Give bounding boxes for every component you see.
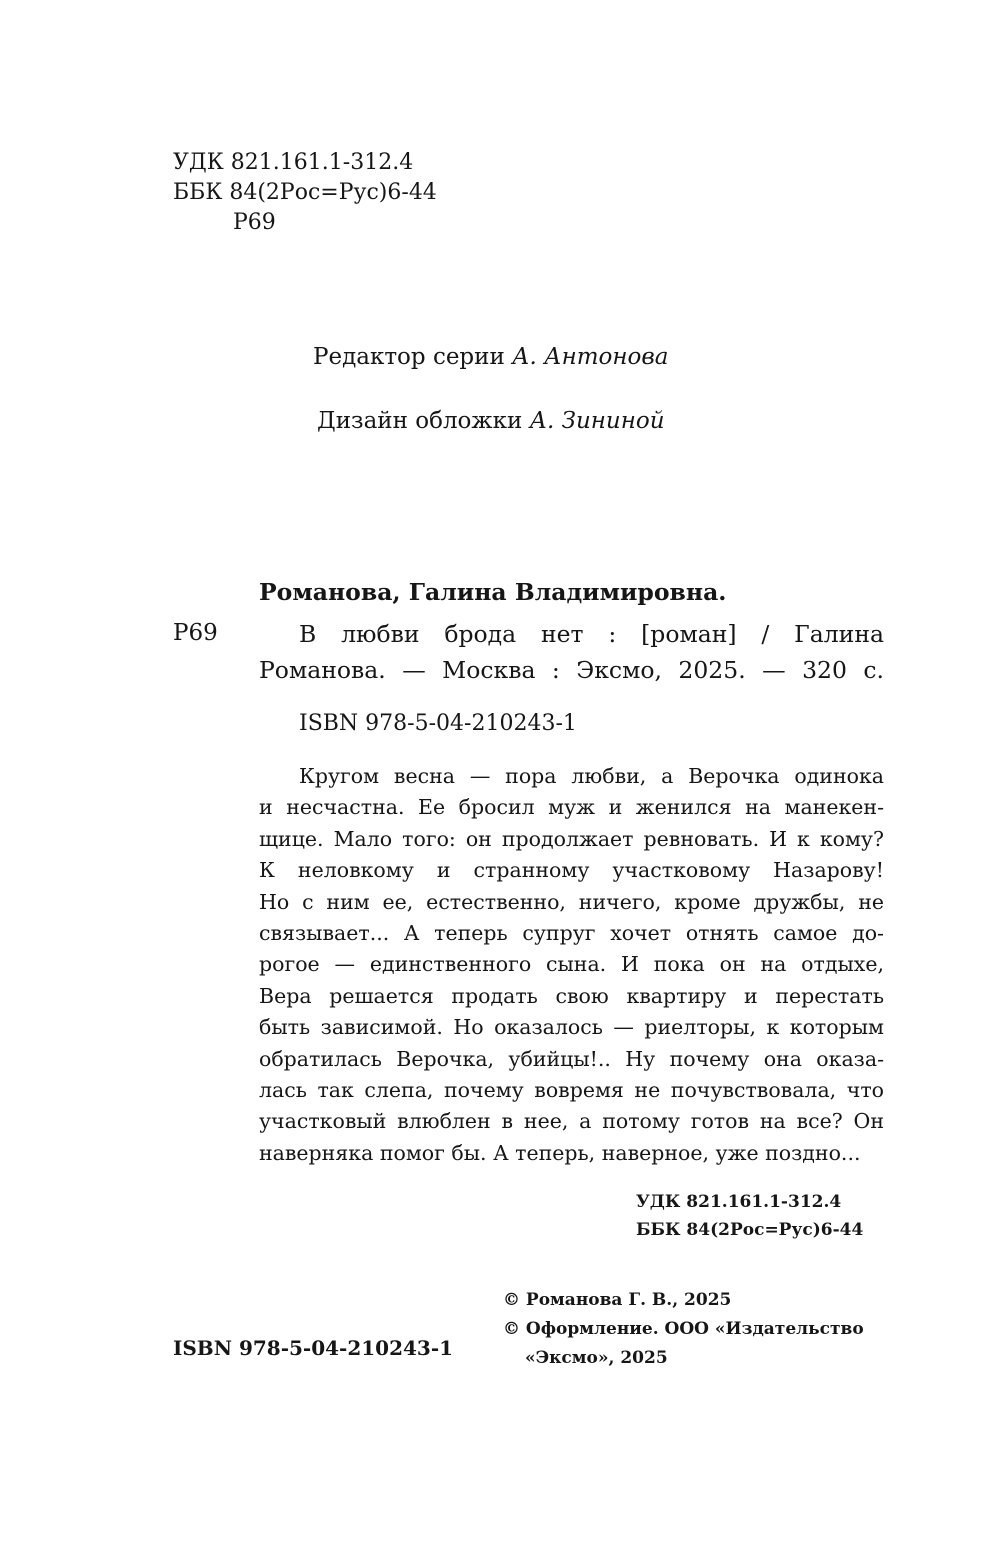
series-editor-credit [313,344,669,370]
annotation [259,761,884,1169]
isbn-bottom: ISBN 978-5-04-210243-1 [173,1336,454,1360]
annotation-line: наверняка помог бы. А теперь, наверное, уже поздно... [259,1140,861,1165]
catalog-title-line: Романова. — Москва : Эксмо, 2025. — 320 с. [259,656,884,684]
credit-role: Редактор серии [313,344,505,370]
annotation-line: Но с ним ее, естественно, ничего, кроме дружбы, не [259,889,884,914]
catalog-title-line: В любви брода нет : [роман] / Галина [299,620,884,648]
bbk-code: ББК 84(2Рос=Рус)6-44 [636,1220,864,1240]
annotation-line: рогое — единственного сына. И пока он на отдыхе, [259,952,884,977]
copyright-block [503,1286,864,1373]
annotation-line: Вера решается продать свою квартиру и перестать [259,983,884,1008]
credit-name: А. Зининой [529,408,665,434]
copyright-line: «Эксмо», 2025 [525,1348,668,1368]
annotation-line: щице. Мало того: он продолжает ревновать. И к кому? [259,826,884,851]
annotation-line: участковый влюблен в нее, а потому готов на все? Он [259,1109,884,1134]
copyright-line: © Оформление. ООО «Издательство [503,1319,864,1339]
annotation-line: К неловкому и странному участковому Назарову! [259,858,884,883]
catalog-author-mark: Р69 [173,620,218,646]
annotation-line: и несчастна. Ее бросил муж и женился на манекен- [259,795,884,820]
bottom-classification-codes [636,1188,863,1244]
catalog-title-block [259,616,884,688]
annotation-line: лась так слепа, почему вовремя не почувствовала, что [259,1078,884,1103]
catalog-author-heading: Романова, Галина Владимировна. [259,578,727,606]
bbk-code: ББК 84(2Рос=Рус)6-44 [173,180,437,205]
credit-role: Дизайн обложки [317,408,523,434]
udk-code: УДК 821.161.1-312.4 [173,150,414,175]
author-mark: Р69 [233,210,276,235]
annotation-line: обратилась Верочка, убийцы!.. Ну почему она оказа- [259,1046,884,1071]
catalog-isbn: ISBN 978-5-04-210243-1 [299,711,577,736]
annotation-line: связывает... А теперь супруг хочет отнять самое до- [259,921,884,946]
copyright-line: © Романова Г. В., 2025 [503,1290,732,1310]
annotation-line: Кругом весна — пора любви, а Верочка одинока [299,764,884,788]
cover-design-credit [317,408,665,434]
credit-name: А. Антонова [512,344,669,370]
top-classification-codes [173,148,437,238]
udk-code: УДК 821.161.1-312.4 [636,1192,842,1212]
annotation-line: быть зависимой. Но оказалось — риелторы, к которым [259,1015,884,1040]
